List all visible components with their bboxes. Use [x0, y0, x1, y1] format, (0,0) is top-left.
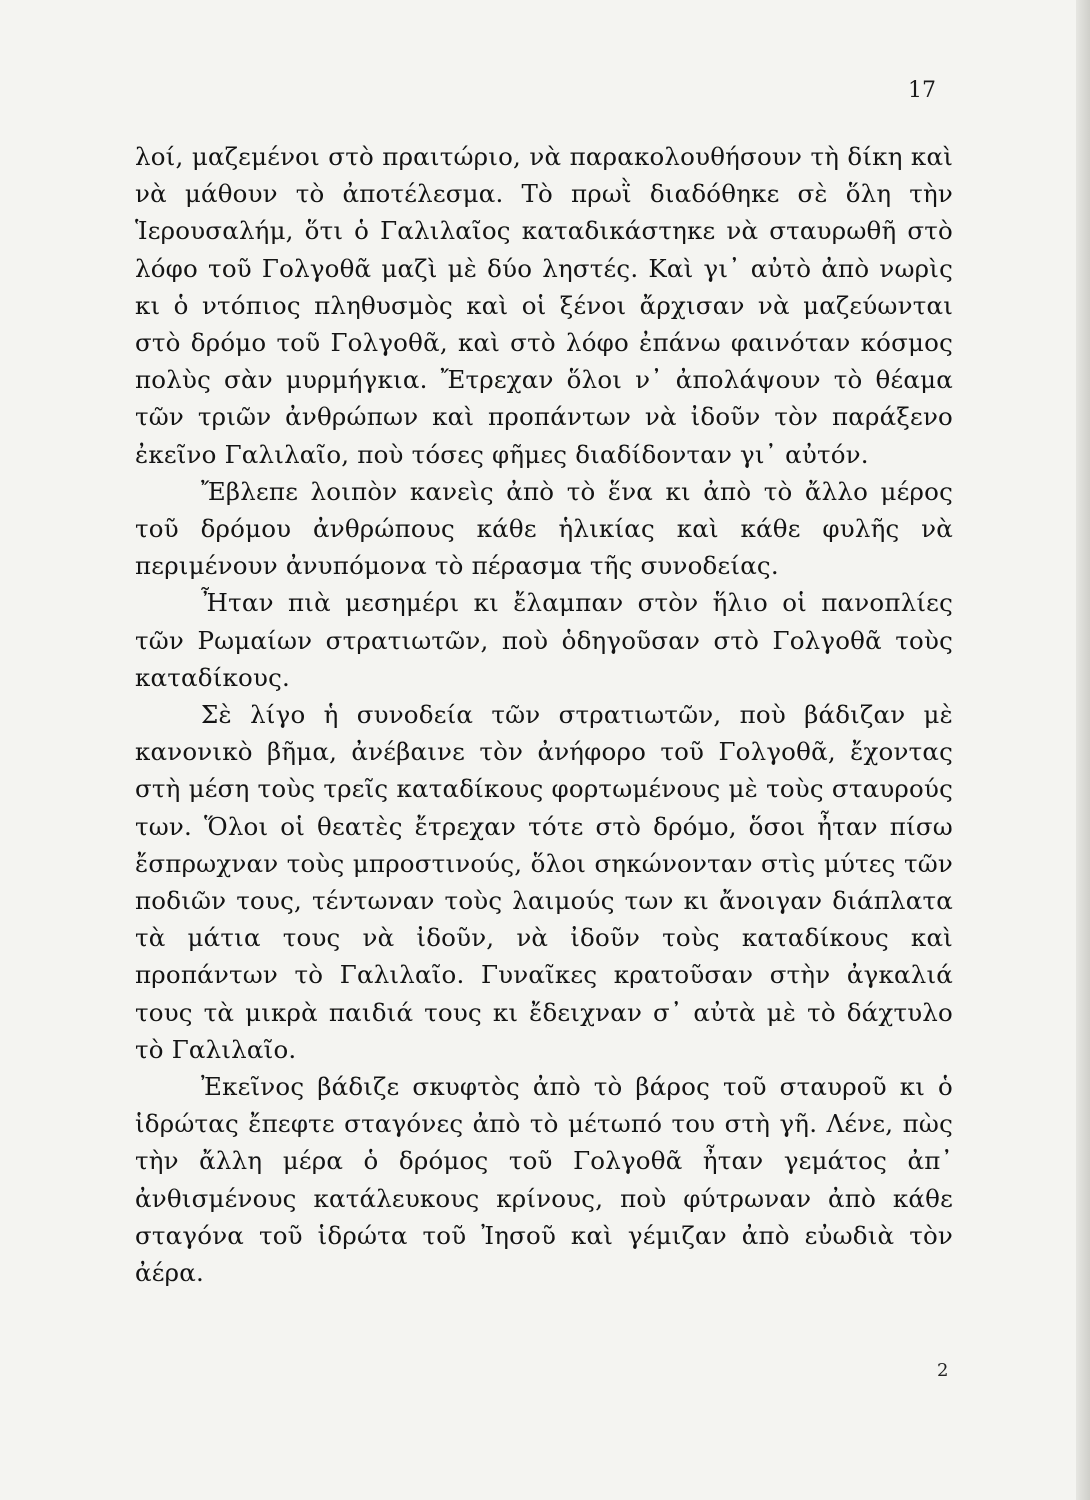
printer-signature-mark: 2	[937, 1360, 949, 1381]
body-text	[135, 138, 953, 1291]
paragraph-1: λοί, μαζεμένοι στὸ πραιτώριο, νὰ παρακολουθήσουν τὴ δίκη καὶ νὰ μάθουν τὸ ἀποτέλεσμα. Τὸ πρωῒ διαδόθηκε σὲ ὅλη τὴν Ἱερουσαλήμ, ὅτι ὁ Γαλιλαῖος καταδικάστηκε νὰ σταυρωθῆ στὸ λόφο τοῦ Γολγοθᾶ μαζὶ μὲ δύο ληστές. Καὶ γι᾿ αὐτὸ ἀπὸ νωρὶς κι ὁ ντόπιος πληθυσμὸς καὶ οἱ ξένοι ἄρχισαν νὰ μαζεύωνται στὸ δρόμο τοῦ Γολγοθᾶ, καὶ στὸ λόφο ἐπάνω φαινόταν κόσμος πολὺς σὰν μυρμήγκια. Ἔτρεχαν ὅλοι ν᾿ ἀπολάψουν τὸ θέαμα τῶν τριῶν ἀνθρώπων καὶ προπάντων νὰ ἰδοῦν τὸν παράξενο ἐκεῖνο Γαλιλαῖο, ποὺ τόσες φῆμες διαδίδονταν γι᾿ αὐτόν.	[135, 142, 953, 469]
paragraph-2: Ἔβλεπε λοιπὸν κανεὶς ἀπὸ τὸ ἕνα κι ἀπὸ τὸ ἄλλο μέρος τοῦ δρόμου ἀνθρώπους κάθε ἡλικίας καὶ κάθε φυλῆς νὰ περιμένουν ἀνυπόμονα τὸ πέρασμα τῆς συνοδείας.	[135, 476, 953, 581]
page-edge-shadow	[1076, 0, 1090, 1500]
paragraph-3: Ἦταν πιὰ μεσημέρι κι ἔλαμπαν στὸν ἥλιο οἱ πανοπλίες τῶν Ρωμαίων στρατιωτῶν, ποὺ ὁδηγοῦσαν στὸ Γολγοθᾶ τοὺς καταδίκους.	[135, 588, 953, 692]
paragraph-5: Ἐκεῖνος βάδιζε σκυφτὸς ἀπὸ τὸ βάρος τοῦ σταυροῦ κι ὁ ἱδρώτας ἔπεφτε σταγόνες ἀπὸ τὸ μέτωπό του στὴ γῆ. Λένε, πὼς τὴν ἄλλη μέρα ὁ δρόμος τοῦ Γολγοθᾶ ἦταν γεμάτος ἀπ᾿ ἀνθισμένους κατάλευκους κρίνους, ποὺ φύτρωναν ἀπὸ κάθε σταγόνα τοῦ ἱδρώτα τοῦ Ἰησοῦ καὶ γέμιζαν ἀπὸ εὐωδιὰ τὸν ἀέρα.	[135, 1072, 953, 1288]
paragraph-4: Σὲ λίγο ἡ συνοδεία τῶν στρατιωτῶν, ποὺ βάδιζαν μὲ κανονικὸ βῆμα, ἀνέβαινε τὸν ἀνήφορο τοῦ Γολγοθᾶ, ἔχοντας στὴ μέση τοὺς τρεῖς καταδίκους φορτωμένους μὲ τοὺς σταυρούς των. Ὅλοι οἱ θεατὲς ἔτρεχαν τότε στὸ δρόμο, ὅσοι ἦταν πίσω ἔσπρωχναν τοὺς μπροστινούς, ὅλοι σηκώνονταν στὶς μύτες τῶν ποδιῶν τους, τέντωναν τοὺς λαιμούς των κι ἄνοιγαν διάπλατα τὰ μάτια τους νὰ ἰδοῦν, νὰ ἰδοῦν τοὺς καταδίκους καὶ προπάντων τὸ Γαλιλαῖο. Γυναῖκες κρατοῦσαν στὴν ἀγκαλιά τους τὰ μικρὰ παιδιά τους κι ἔδειχναν σ᾿ αὐτὰ μὲ τὸ δάχτυλο τὸ Γαλιλαῖο.	[135, 700, 953, 1064]
page-number: 17	[908, 78, 936, 103]
